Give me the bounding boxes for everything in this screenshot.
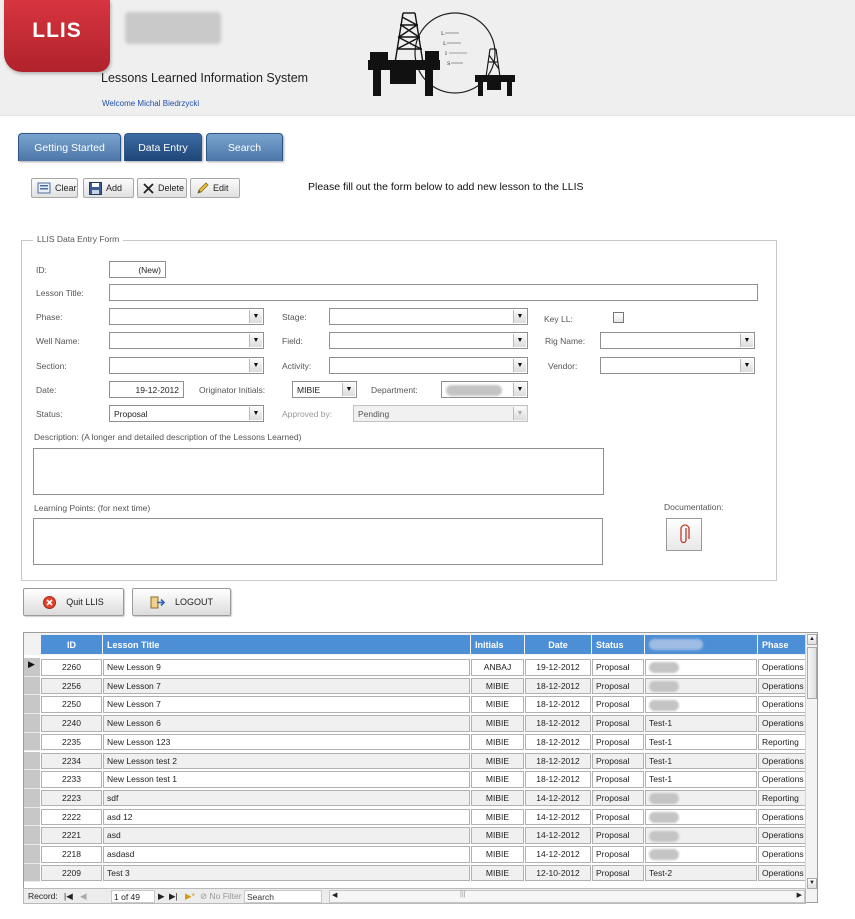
cell-lesson-title[interactable]: New Lesson 6 <box>103 715 470 732</box>
quit-button[interactable] <box>23 588 124 616</box>
logout-button[interactable] <box>132 588 231 616</box>
current-record-icon: ▶ <box>28 659 35 669</box>
cell-lesson-title[interactable]: New Lesson test 2 <box>103 753 470 770</box>
section-label: Section: <box>36 361 67 371</box>
record-selector[interactable] <box>24 808 40 827</box>
cell-redacted[interactable] <box>645 659 757 676</box>
cell-date[interactable]: 14-12-2012 <box>525 809 591 826</box>
cell-status[interactable]: Proposal <box>592 865 644 882</box>
cell-initials[interactable]: MIBIE <box>471 865 524 882</box>
cell-phase[interactable]: Operations <box>758 809 818 826</box>
redacted-value <box>649 831 679 842</box>
vendor-select[interactable] <box>600 357 755 374</box>
activity-select[interactable] <box>329 357 528 374</box>
edit-button-label: Edit <box>213 183 229 193</box>
cell-id[interactable]: 2240 <box>41 715 102 732</box>
date-label: Date: <box>36 385 57 395</box>
previous-record-icon[interactable]: ◀ <box>80 891 87 901</box>
cell-initials[interactable]: MIBIE <box>471 734 524 751</box>
record-label: Record: <box>28 891 58 901</box>
cell-lesson-title[interactable]: sdf <box>103 790 470 807</box>
cell-phase[interactable]: Reporting <box>758 734 818 751</box>
cell-date[interactable]: 18-12-2012 <box>525 734 591 751</box>
cell-lesson-title[interactable]: New Lesson test 1 <box>103 771 470 788</box>
cell-redacted[interactable] <box>645 827 757 844</box>
table-row[interactable] <box>24 658 806 677</box>
table-row[interactable] <box>24 733 806 752</box>
table-row[interactable] <box>24 770 806 789</box>
cell-id[interactable]: 2221 <box>41 827 102 844</box>
record-selector[interactable] <box>24 826 40 845</box>
new-record-icon[interactable]: ▶* <box>185 891 195 901</box>
chevron-down-icon[interactable]: ▼ <box>740 359 753 372</box>
cell-date[interactable]: 18-12-2012 <box>525 771 591 788</box>
cell-status[interactable]: Proposal <box>592 846 644 863</box>
status-value: Proposal <box>114 409 148 419</box>
chevron-down-icon[interactable]: ▼ <box>740 334 753 347</box>
table-row[interactable] <box>24 695 806 714</box>
originator-initials-select[interactable] <box>292 381 357 398</box>
cell-status[interactable]: Proposal <box>592 753 644 770</box>
record-selector[interactable] <box>24 658 40 677</box>
instruction-text: Please fill out the form below to add new lesson to the LLIS <box>308 181 584 193</box>
no-filter-label: No Filter <box>209 891 242 901</box>
cell-id[interactable]: 2209 <box>41 865 102 882</box>
cell-initials[interactable]: MIBIE <box>471 827 524 844</box>
field-select[interactable] <box>329 332 528 349</box>
cell-initials[interactable]: MIBIE <box>471 809 524 826</box>
key-ll-checkbox[interactable] <box>613 312 624 323</box>
cell-lesson-title[interactable]: New Lesson 123 <box>103 734 470 751</box>
column-header-status[interactable]: Status <box>592 635 644 654</box>
cell-initials[interactable]: MIBIE <box>471 771 524 788</box>
cell-status[interactable]: Proposal <box>592 827 644 844</box>
cell-phase[interactable]: Operations <box>758 659 818 676</box>
cell-initials[interactable]: ANBAJ <box>471 659 524 676</box>
redacted-value <box>649 681 679 692</box>
cell-redacted[interactable]: Test-2 <box>645 865 757 882</box>
cell-status[interactable]: Proposal <box>592 696 644 713</box>
table-row[interactable] <box>24 677 806 696</box>
svg-text:L: L <box>443 41 447 47</box>
rig-name-label: Rig Name: <box>545 336 586 346</box>
svg-text:L: L <box>441 31 445 37</box>
cell-redacted[interactable]: Test-1 <box>645 734 757 751</box>
clear-form-icon <box>37 182 51 194</box>
cell-id[interactable]: 2256 <box>41 678 102 695</box>
chevron-down-icon[interactable]: ▼ <box>249 334 262 347</box>
scroll-right-icon[interactable]: ▶ <box>796 892 802 899</box>
delete-button-label: Delete <box>158 183 185 193</box>
cell-status[interactable]: Proposal <box>592 809 644 826</box>
column-header-date[interactable]: Date <box>525 635 591 654</box>
cell-initials[interactable]: MIBIE <box>471 696 524 713</box>
vendor-label: Vendor: <box>548 361 578 371</box>
record-selector[interactable] <box>24 695 40 714</box>
save-disk-icon <box>89 182 102 195</box>
cell-lesson-title[interactable]: New Lesson 7 <box>103 696 470 713</box>
record-selector[interactable] <box>24 845 40 864</box>
cell-phase[interactable]: Operations <box>758 846 818 863</box>
cell-status[interactable]: Proposal <box>592 678 644 695</box>
column-header-redacted[interactable] <box>645 635 757 654</box>
documentation-label: Documentation: <box>664 502 724 512</box>
record-navigation-bar <box>23 888 806 904</box>
cell-id[interactable]: 2222 <box>41 809 102 826</box>
lessons-datasheet <box>23 632 818 903</box>
cell-redacted[interactable] <box>645 678 757 695</box>
well-name-select[interactable] <box>109 332 264 349</box>
chevron-down-icon[interactable]: ▼ <box>249 407 262 420</box>
cell-redacted[interactable] <box>645 696 757 713</box>
clear-button[interactable] <box>31 178 78 198</box>
chevron-down-icon[interactable]: ▼ <box>513 334 526 347</box>
cell-status[interactable]: Proposal <box>592 734 644 751</box>
paperclip-icon <box>678 524 690 546</box>
scroll-down-icon[interactable]: ▼ <box>807 878 817 889</box>
svg-text:S: S <box>447 61 451 67</box>
cell-date[interactable]: 14-12-2012 <box>525 827 591 844</box>
tab-search[interactable]: Search <box>206 133 283 161</box>
record-selector[interactable] <box>24 733 40 752</box>
cell-redacted[interactable] <box>645 809 757 826</box>
attachment-button[interactable] <box>666 518 702 551</box>
table-row[interactable] <box>24 864 806 883</box>
learning-points-textarea[interactable] <box>33 518 603 565</box>
phase-select[interactable] <box>109 308 264 325</box>
description-textarea[interactable] <box>33 448 604 495</box>
stage-select[interactable] <box>329 308 528 325</box>
quit-button-label: Quit LLIS <box>66 597 104 607</box>
app-header <box>0 0 855 116</box>
description-label: Description: (A longer and detailed description of the Lessons Learned) <box>34 432 302 442</box>
record-selector[interactable] <box>24 677 40 696</box>
chevron-down-icon[interactable]: ▼ <box>513 310 526 323</box>
redacted-company-logo <box>125 12 221 44</box>
record-selector[interactable] <box>24 714 40 733</box>
llis-logo: LLIS <box>4 0 110 72</box>
table-row[interactable] <box>24 789 806 808</box>
cell-date[interactable]: 14-12-2012 <box>525 846 591 863</box>
delete-button[interactable] <box>137 178 187 198</box>
clear-button-label: Clear <box>55 183 77 193</box>
department-select[interactable] <box>441 381 528 398</box>
no-filter-button[interactable]: ⊘ No Filter <box>200 891 242 901</box>
cell-redacted[interactable] <box>645 846 757 863</box>
vertical-scrollbar[interactable] <box>805 633 817 902</box>
record-selector[interactable] <box>24 770 40 789</box>
chevron-down-icon[interactable]: ▼ <box>249 359 262 372</box>
table-row[interactable] <box>24 752 806 771</box>
current-record-input[interactable]: 1 of 49 <box>111 890 155 903</box>
column-header-lesson-title[interactable]: Lesson Title <box>103 635 470 654</box>
cell-id[interactable]: 2235 <box>41 734 102 751</box>
edit-button[interactable] <box>190 178 240 198</box>
cell-id[interactable]: 2233 <box>41 771 102 788</box>
date-input[interactable]: 19-12-2012 <box>109 381 184 398</box>
record-selector[interactable] <box>24 864 40 883</box>
approved-by-select <box>353 405 528 422</box>
column-header-id[interactable]: ID <box>41 635 102 654</box>
stage-label: Stage: <box>282 312 307 322</box>
redacted-value <box>649 849 679 860</box>
cell-status[interactable]: Proposal <box>592 659 644 676</box>
cell-status[interactable]: Proposal <box>592 771 644 788</box>
record-selector[interactable] <box>24 789 40 808</box>
cell-initials[interactable]: MIBIE <box>471 678 524 695</box>
cell-status[interactable]: Proposal <box>592 790 644 807</box>
cell-lesson-title[interactable]: asd <box>103 827 470 844</box>
originator-initials-value: MIBIE <box>297 385 321 395</box>
cell-phase[interactable]: Operations <box>758 678 818 695</box>
cell-phase[interactable]: Operations <box>758 715 818 732</box>
add-button-label: Add <box>106 183 123 193</box>
cell-redacted[interactable]: Test-1 <box>645 715 757 732</box>
table-row[interactable] <box>24 808 806 827</box>
tab-data-entry[interactable]: Data Entry <box>124 133 202 161</box>
cell-lesson-title[interactable]: New Lesson 9 <box>103 659 470 676</box>
cell-phase[interactable]: Operations <box>758 865 818 882</box>
datasheet-header <box>24 633 806 655</box>
redacted-value <box>649 793 679 804</box>
redacted-value <box>649 700 679 711</box>
cell-initials[interactable]: MIBIE <box>471 753 524 770</box>
next-record-icon[interactable]: ▶ <box>158 891 165 901</box>
cell-lesson-title[interactable]: Test 3 <box>103 865 470 882</box>
redacted-value <box>649 812 679 823</box>
id-field: (New) <box>109 261 166 278</box>
chevron-down-icon[interactable]: ▼ <box>342 383 355 396</box>
close-circle-icon <box>43 596 56 609</box>
cell-lesson-title[interactable]: New Lesson 7 <box>103 678 470 695</box>
cell-lesson-title[interactable]: asdasd <box>103 846 470 863</box>
cell-phase[interactable]: Operations <box>758 771 818 788</box>
cell-initials[interactable]: MIBIE <box>471 790 524 807</box>
navigation-search-input[interactable]: Search <box>244 890 322 903</box>
cell-phase[interactable]: Reporting <box>758 790 818 807</box>
learning-points-label: Learning Points: (for next time) <box>34 503 151 513</box>
delete-x-icon <box>143 183 154 194</box>
cell-redacted[interactable] <box>645 790 757 807</box>
cell-initials[interactable]: MIBIE <box>471 846 524 863</box>
redacted-value <box>649 662 679 673</box>
phase-label: Phase: <box>36 312 63 322</box>
cell-date[interactable]: 18-12-2012 <box>525 678 591 695</box>
cell-date[interactable]: 14-12-2012 <box>525 790 591 807</box>
cell-status[interactable]: Proposal <box>592 715 644 732</box>
record-selector[interactable] <box>24 752 40 771</box>
cell-redacted[interactable]: Test-1 <box>645 753 757 770</box>
cell-date[interactable]: 18-12-2012 <box>525 753 591 770</box>
chevron-down-icon[interactable]: ▼ <box>513 359 526 372</box>
scroll-grip-icon: ||| <box>460 891 466 898</box>
add-button[interactable] <box>83 178 134 198</box>
cell-id[interactable]: 2234 <box>41 753 102 770</box>
cell-initials[interactable]: MIBIE <box>471 715 524 732</box>
table-row[interactable] <box>24 714 806 733</box>
activity-label: Activity: <box>282 361 312 371</box>
originator-initials-label: Originator Initials: <box>199 385 266 395</box>
tab-getting-started[interactable]: Getting Started <box>18 133 121 161</box>
table-row[interactable] <box>24 845 806 864</box>
cell-redacted[interactable]: Test-1 <box>645 771 757 788</box>
well-name-label: Well Name: <box>36 336 80 346</box>
cell-phase[interactable]: Operations <box>758 753 818 770</box>
department-label: Department: <box>371 385 418 395</box>
cell-id[interactable]: 2223 <box>41 790 102 807</box>
cell-date[interactable]: 18-12-2012 <box>525 696 591 713</box>
welcome-text: Welcome Michal Biedrzycki <box>102 99 200 108</box>
chevron-down-icon[interactable]: ▼ <box>513 383 526 396</box>
redacted-department <box>446 385 502 396</box>
form-legend: LLIS Data Entry Form <box>33 234 123 244</box>
last-record-icon[interactable]: ▶| <box>169 891 178 901</box>
column-header-phase[interactable]: Phase <box>758 635 818 654</box>
logout-door-icon <box>150 596 165 609</box>
key-ll-label: Key LL: <box>544 314 573 324</box>
horizontal-scrollbar[interactable] <box>329 890 805 903</box>
table-row[interactable] <box>24 826 806 845</box>
cell-id[interactable]: 2250 <box>41 696 102 713</box>
cell-phase[interactable]: Operations <box>758 696 818 713</box>
pencil-icon <box>196 182 209 195</box>
cell-date[interactable]: 18-12-2012 <box>525 715 591 732</box>
status-label: Status: <box>36 409 63 419</box>
cell-id[interactable]: 2218 <box>41 846 102 863</box>
logout-button-label: LOGOUT <box>174 597 213 607</box>
approved-by-value: Pending <box>358 409 390 419</box>
field-label: Field: <box>282 336 303 346</box>
cell-phase[interactable]: Operations <box>758 827 818 844</box>
chevron-down-icon[interactable]: ▼ <box>249 310 262 323</box>
cell-date[interactable]: 12-10-2012 <box>525 865 591 882</box>
cell-id[interactable]: 2260 <box>41 659 102 676</box>
chevron-down-icon: ▼ <box>513 407 526 420</box>
scroll-thumb[interactable] <box>807 647 817 699</box>
app-title: Lessons Learned Information System <box>101 71 309 85</box>
scroll-left-icon[interactable]: ◀ <box>332 892 338 899</box>
svg-text:I: I <box>445 51 447 57</box>
id-label: ID: <box>36 265 47 275</box>
status-select[interactable] <box>109 405 264 422</box>
approved-by-label: Approved by: <box>282 409 333 419</box>
lesson-title-input[interactable] <box>109 284 758 301</box>
scroll-up-icon[interactable]: ▲ <box>807 634 817 645</box>
section-select[interactable] <box>109 357 264 374</box>
rig-name-select[interactable] <box>600 332 755 349</box>
column-header-initials[interactable]: Initials <box>471 635 524 654</box>
redacted-column-name <box>649 639 703 650</box>
cell-date[interactable]: 19-12-2012 <box>525 659 591 676</box>
cell-lesson-title[interactable]: asd 12 <box>103 809 470 826</box>
first-record-icon[interactable]: |◀ <box>64 891 73 901</box>
oil-rig-logo-icon <box>365 7 517 101</box>
lesson-title-label: Lesson Title: <box>36 288 84 298</box>
